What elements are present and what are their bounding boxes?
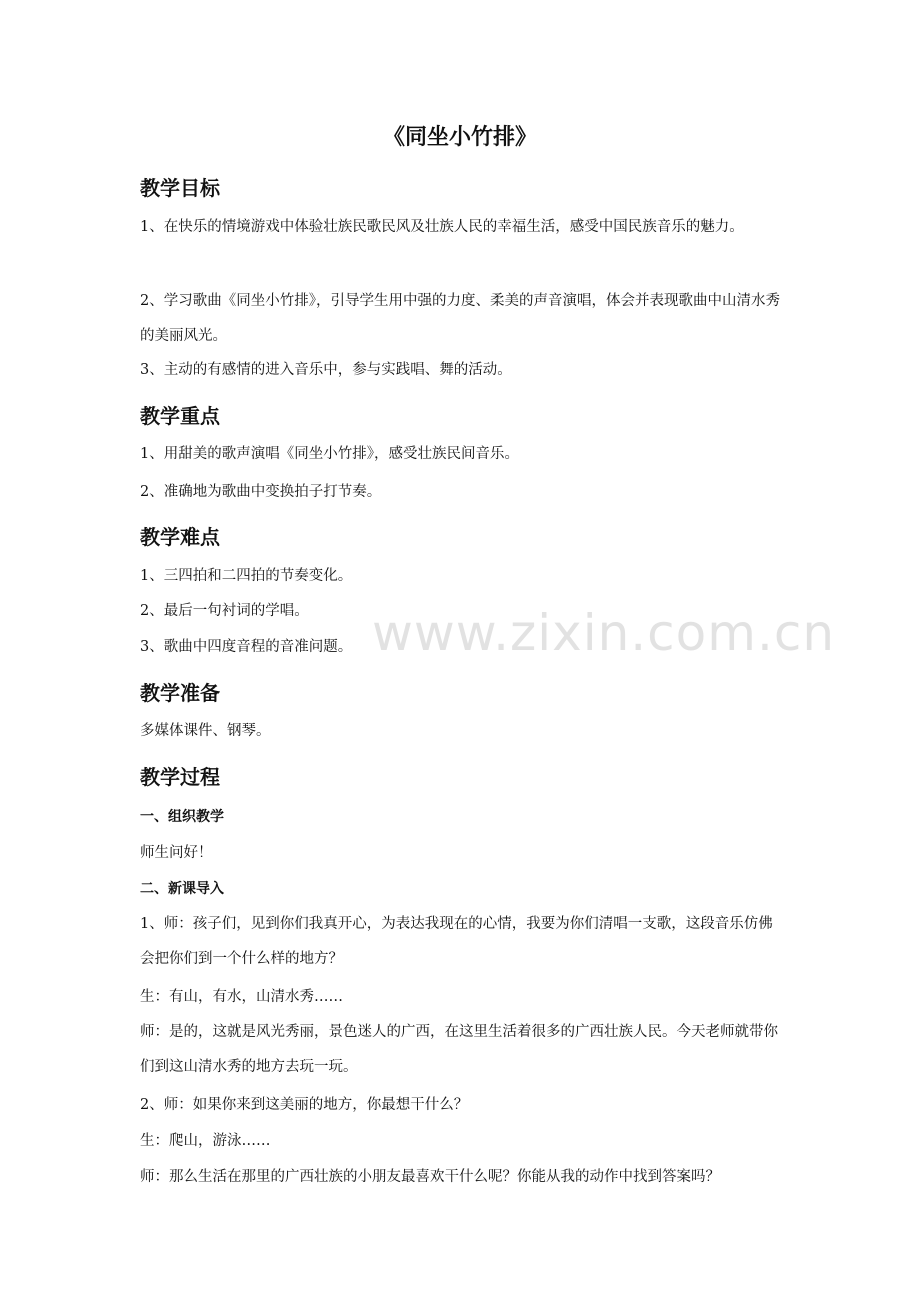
heading-teaching-goals: 教学目标 (140, 176, 220, 200)
heading-preparation: 教学准备 (140, 681, 220, 705)
process-part2-title: 二、新课导入 (140, 881, 224, 897)
key-point-item: 2、准确地为歌曲中变换拍子打节奏。 (140, 484, 382, 500)
process-item: 师：是的，这就是风光秀丽，景色迷人的广西，在这里生活着很多的广西壮族人民。今天老师就带你们到这山清水秀的地方去玩一玩。 (140, 1024, 778, 1075)
difficulty-item: 1、三四拍和二四拍的节奏变化。 (140, 568, 353, 584)
process-part1-title: 一、组织教学 (140, 809, 224, 825)
process-item: 1、师：孩子们，见到你们我真开心，为表达我现在的心情，我要为你们清唱一支歌，这段音乐仿佛会把你们到一个什么样的地方？ (140, 916, 773, 967)
process-item: 师生问好！ (140, 845, 213, 861)
goal-item: 1、在快乐的情境游戏中体验壮族民歌民风及壮族人民的幸福生活，感受中国民族音乐的魅力。 (140, 219, 744, 235)
heading-key-points: 教学重点 (140, 404, 220, 428)
goal-item: 3、主动的有感情的进入音乐中，参与实践唱、舞的活动。 (140, 362, 512, 378)
difficulty-item: 3、歌曲中四度音程的音准问题。 (140, 639, 353, 655)
preparation-item: 多媒体课件、钢琴。 (140, 723, 271, 739)
process-item: 生：爬山，游泳…… (140, 1133, 271, 1149)
process-item: 生：有山，有水，山清水秀…… (140, 989, 343, 1005)
difficulty-item: 2、最后一句衬词的学唱。 (140, 603, 309, 619)
heading-difficulties: 教学难点 (140, 525, 220, 549)
heading-teaching-process: 教学过程 (140, 765, 220, 789)
watermark: www.zixin.com.cn (372, 604, 836, 662)
document-title: 《同坐小竹排》 (382, 125, 537, 150)
process-item: 2、师：如果你来到这美丽的地方，你最想干什么？ (140, 1097, 469, 1113)
process-item: 师：那么生活在那里的广西壮族的小朋友最喜欢干什么呢？你能从我的动作中找到答案吗？ (140, 1169, 720, 1185)
key-point-item: 1、用甜美的歌声演唱《同坐小竹排》，感受壮族民间音乐。 (140, 446, 519, 462)
goal-item: 2、学习歌曲《同坐小竹排》，引导学生用中强的力度、柔美的声音演唱，体会并表现歌曲中山清水秀的美丽风光。 (140, 293, 780, 344)
